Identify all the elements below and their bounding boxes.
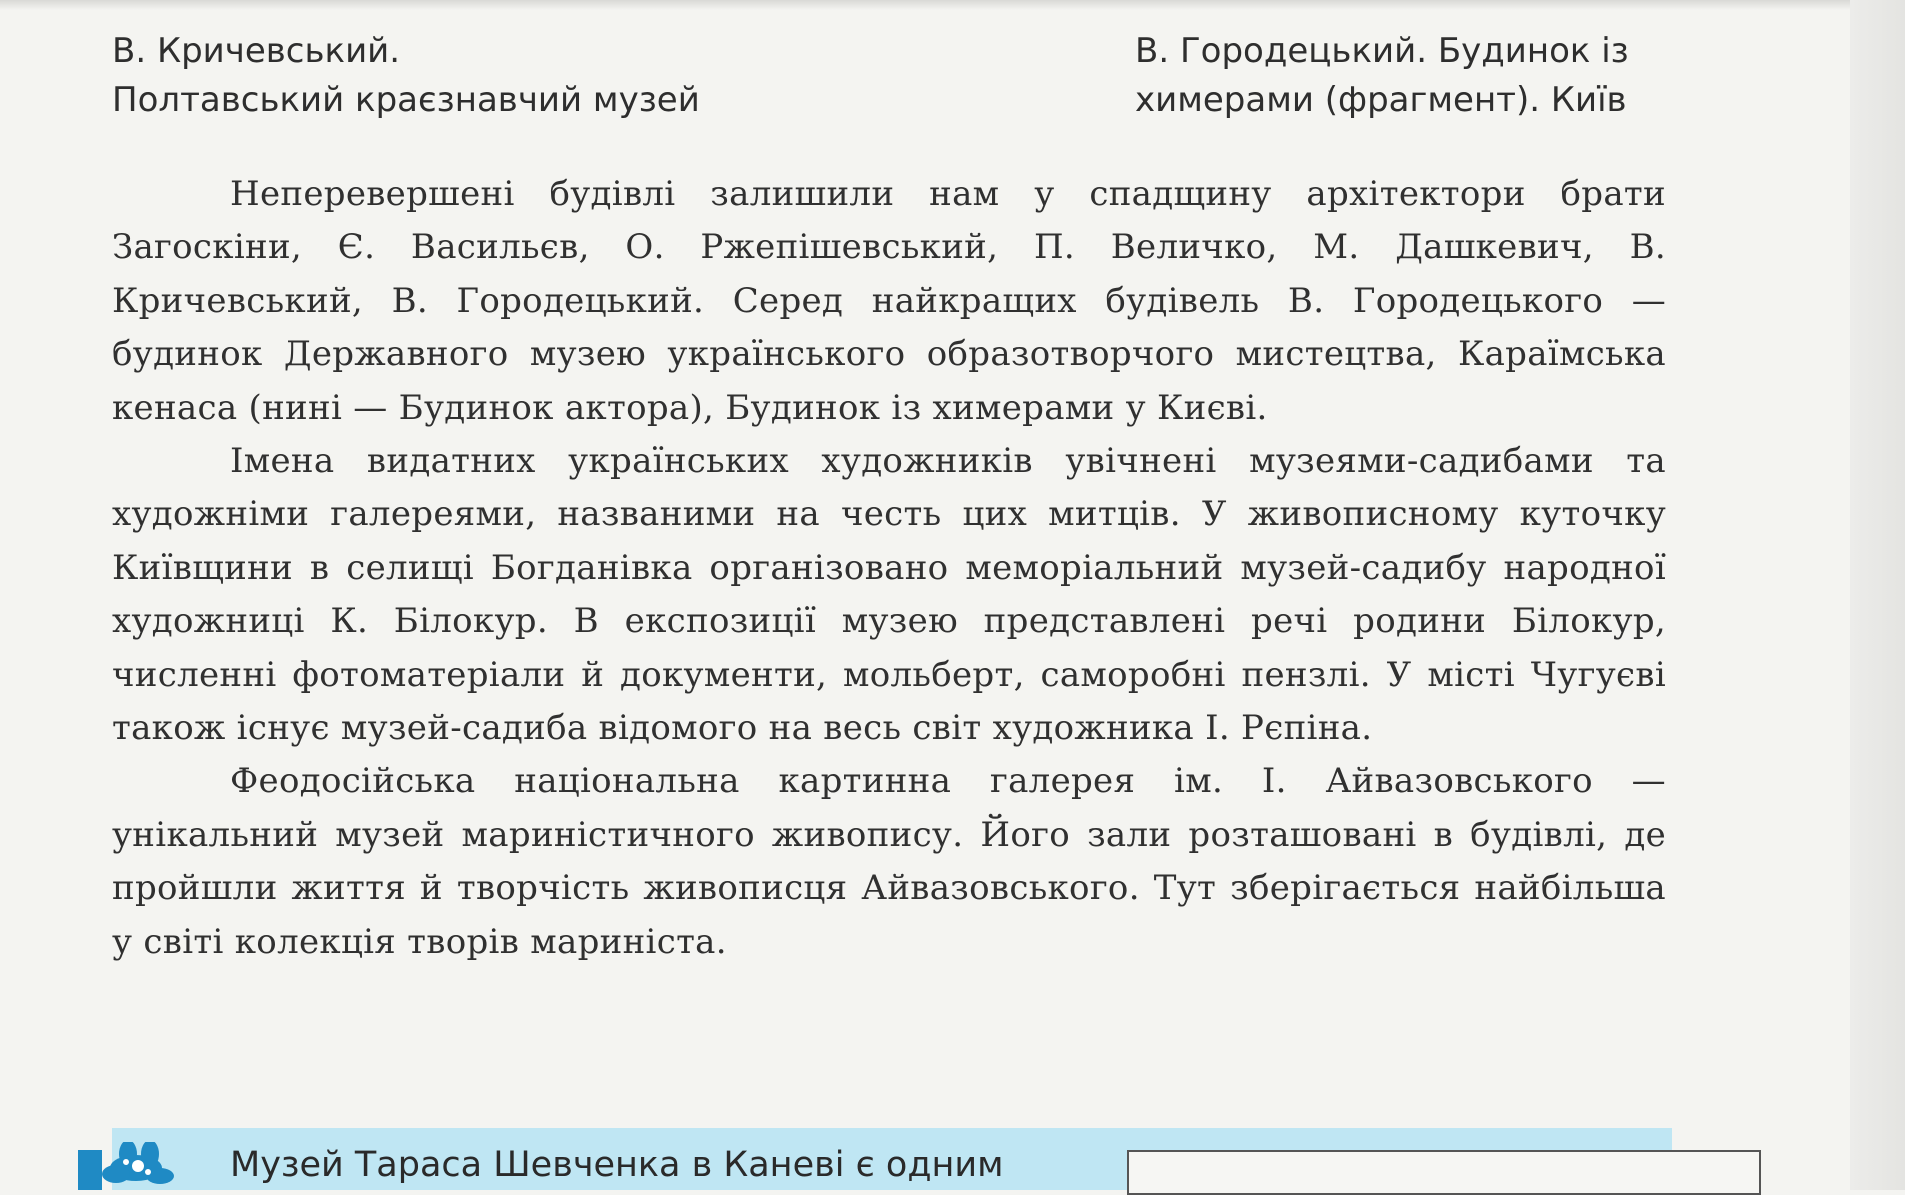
page-top-edge (0, 0, 1850, 10)
page-right-edge (1850, 0, 1905, 1190)
body-text (112, 168, 1666, 969)
note-image-frame (1127, 1150, 1761, 1195)
caption-left-line2: Полтавський краєзнавчий музей (112, 80, 700, 120)
caption-right-line2: химерами (фрагмент). Київ (1135, 80, 1627, 120)
caption-left-line1: В. Кричевський. (112, 31, 401, 71)
paragraph-museum-estates: Імена видатних українських художників увічнені музеями-садибами та художніми галереями, названими на честь цих митців. У живописному куточку Київщини в селищі Богданівка організовано меморіальний музей-садибу народної художниці К. Білокур. В експозиції музею представлені речі родини Білокур, численні фотоматеріали й документи, мольберт, саморобні пензлі. У місті Чугуєві також існує музей-садиба відомого на весь світ художника І. Рєпіна. (112, 441, 1666, 749)
flower-icon (78, 1142, 188, 1190)
note-text: Музей Тараса Шевченка в Каневі є одним (230, 1145, 1004, 1185)
caption-right-line1: В. Городецький. Будинок із (1135, 31, 1629, 71)
paragraph-architects: Неперевершені будівлі залишили нам у спадщину архітектори брати Загоскіни, Є. Васильєв, О. Ржепішевський, П. Величко, М. Дашкевич, В. Кричевський, В. Городецький. Серед найкращих будівель В. Городецького — будинок Державного музею українського образотворчого мистецтва, Караїмська кенаса (нині — Будинок актора), Будинок із химерами у Києві. (112, 174, 1666, 428)
caption-left (112, 27, 700, 125)
paragraph-feodosia-gallery: Феодосійська національна картинна галерея ім. І. Айвазовського — унікальний музей мариністичного живопису. Його зали розташовані в будівлі, де пройшли життя й творчість живописця Айвазовського. Тут зберігається найбільша у світі колекція творів мариніста. (112, 761, 1666, 962)
caption-right (1135, 27, 1629, 125)
